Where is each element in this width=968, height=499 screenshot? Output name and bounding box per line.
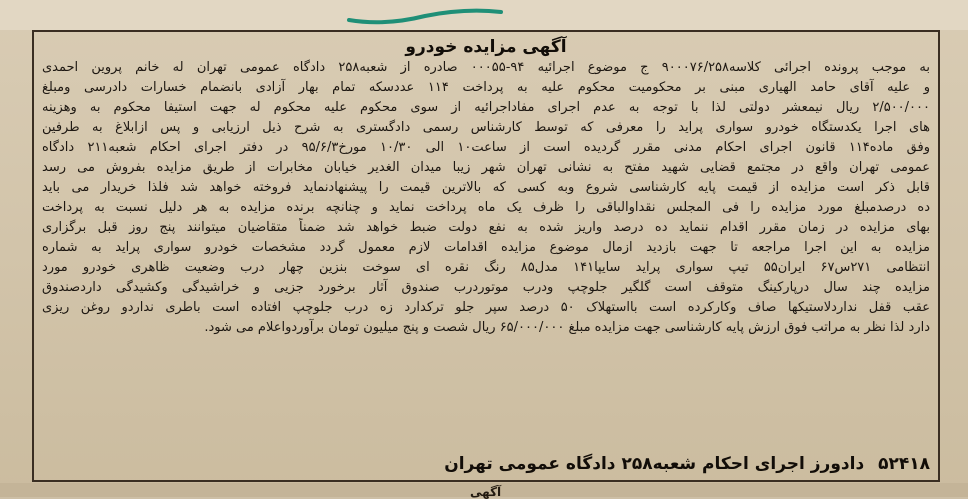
- notice-body: [34, 58, 938, 338]
- notice-line: عقب قفل نداردلاستیکها صاف وکارکرده است بااستهلاک ۵۰ درصد سپر جلو ترکدارد زه درب جلوچپ افتاده است باطری نداردو روغن ریزی: [42, 300, 930, 315]
- next-notice-title: آگهی: [470, 485, 502, 499]
- notice-issuer: دادورز اجرای احکام شعبه۲۵۸ دادگاه عمومی تهران: [444, 454, 865, 474]
- notice-line: دارد لذا نظر به مراتب فوق ارزش پایه کارشناسی جهت مزایده مبلغ ۶۵/۰۰۰/۰۰۰ ریال شصت و پنج میلیون تومان برآوردواعلام می شود.: [204, 320, 930, 335]
- notice-line: مزایده چند سال درپارکینگ متوقف است گلگیر جلوچپ ودرب موتوردرب صندوق آثار برخورد جزیی و خراشیدگی وکشیدگی داردصندوق: [42, 280, 930, 295]
- notice-line: عمومی تهران واقع در مجتمع قضایی شهید مفتح به نشانی تهران شهر زیبا میدان الغدیر خیابان مخابرات از طریق مزایده بفروش می رسد: [42, 160, 930, 175]
- notice-line: وفق ماده۱۱۴ قانون اجرای احکام مدنی مقرر گردیده است از ساعت۱۰ الی ۱۰/۳۰ مورخ۹۵/۶/۳ در دفتر اجرای احکام شعبه۲۱۱ دادگاه: [42, 140, 930, 155]
- notice-line: مزایده به این اجرا مراجعه تا جهت بازدید ازمال موضوع مزایده اقدامات لازم معمول گردد مشخصات خودرو سواری پراید به شماره: [42, 240, 930, 255]
- notice-signature: [42, 452, 930, 476]
- notice-line: قابل ذکر است مزایده از قیمت پایه کارشناسی شروع وبه کسی که بالاترین قیمت را پیشنهادنماید فروخته خواهد شد فلذا خریدار می باید: [42, 180, 930, 195]
- auction-notice-box: [32, 30, 940, 482]
- notice-line: انتظامی ۲۷۱س۶۷ ایران۵۵ تیپ سواری پراید سایپا۱۴۱ مدل۸۵ رنگ نقره ای سوخت بنزین چهار درب وضعیت ظاهری خودرو مورد: [42, 260, 930, 275]
- notice-line: به موجب پرونده اجرائی کلاسه۹۰۰۰۷۶/۲۵۸ ج موضوع اجرائیه ۹۴-۰۰۰۵۵ صادره از شعبه۲۵۸ دادگاه عمومی تهران له خانم پروین احمدی: [42, 60, 930, 75]
- notice-line: بهای مزایده در زمان مقرر اقدام ننماید ده درصد واریز شده به نفع دولت ضبط خواهد شد ضمناً متقاضیان میتوانند پنج روز قبل برگزاری: [42, 220, 930, 235]
- notice-line: ۲/۵۰۰/۰۰۰ ریال نیمعشر دولتی لذا با توجه به عدم اجرای مفاداجرائیه از سوی محکوم علیه محکوم له جهت استیفا محکوم به وهزینه: [42, 100, 930, 115]
- notice-code: ۵۲۴۱۸: [878, 454, 930, 474]
- pen-underline-mark: [345, 4, 505, 28]
- notice-line: ده درصدمبلغ مورد مزایده را فی المجلس نقداوالباقی را ظرف یک ماه پرداخت نماید و چنانچه برنده مزایده به هر دلیل نسبت به پرداخت: [42, 200, 930, 215]
- notice-line: و علیه آقای حامد الهیاری مبنی بر محکومیت محکوم علیه به پرداخت ۱۱۴ عددسکه تمام بهار آزادی بانضمام خسارات دادرسی ومبلغ: [42, 80, 930, 95]
- notice-title: آگهی مزایده خودرو: [405, 37, 567, 57]
- notice-line: های اجرا یکدستگاه خودرو سواری پراید را معرفی که توسط کارشناس رسمی دادگستری به شرح ذیل ارزیابی و پس ازابلاغ به طرفین: [42, 120, 930, 135]
